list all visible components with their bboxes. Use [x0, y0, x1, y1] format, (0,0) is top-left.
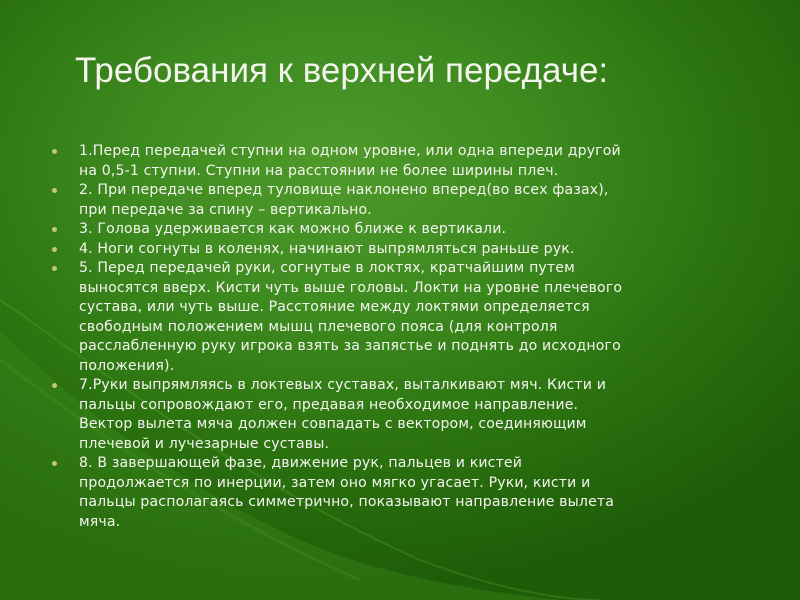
bullet-text: 2. При передаче вперед туловище наклонено вперед(во всех фазах), при передаче за спину – вертикально. — [79, 182, 609, 218]
bullet-list — [52, 142, 752, 532]
bullet-dot-icon — [52, 461, 57, 466]
bullet-dot-icon — [52, 266, 57, 271]
bullet-text: 5. Перед передачей руки, согнутые в локтях, кратчайшим путем выносятся вверх. Кисти чуть выше головы. Локти на уровне плечевого сустава, или чуть выше. Расстояние между локтями определяется свободным положением мышц плечевого пояса (для контроля расслабленную руку игрока взять за запястье и поднять до исходного положения). — [79, 260, 623, 374]
bullet-text: 1.Перед передачей ступни на одном уровне, или одна впереди другой на 0,5-1 ступни. Ступни на расстоянии не более ширины плеч. — [79, 143, 621, 179]
bullet-text: 8. В завершающей фазе, движение рук, пальцев и кистей продолжается по инерции, затем оно мягко угасает. Руки, кисти и пальцы располагаясь симметрично, показывают направление вылета мяча. — [79, 455, 615, 530]
slide-title: Требования к верхней передаче: — [75, 51, 609, 90]
bullet-item-1 — [52, 142, 752, 181]
bullet-item-5 — [52, 259, 752, 376]
bullet-text: 3. Голова удерживается как можно ближе к вертикали. — [79, 221, 507, 237]
bullet-item-2 — [52, 181, 752, 220]
bullet-dot-icon — [52, 227, 57, 232]
bullet-dot-icon — [52, 188, 57, 193]
bullet-item-6 — [52, 376, 752, 454]
bullet-text: 4. Ноги согнуты в коленях, начинают выпрямляться раньше рук. — [79, 240, 575, 257]
bullet-item-3 — [52, 220, 752, 240]
bullet-dot-icon — [52, 149, 57, 154]
bullet-item-7 — [52, 454, 752, 532]
bullet-dot-icon — [52, 247, 57, 252]
bullet-item-4 — [52, 240, 752, 260]
bullet-text: 7.Руки выпрямляясь в локтевых суставах, выталкивают мяч. Кисти и пальцы сопровождают его, предавая необходимое направление. Вектор вылета мяча должен совпадать с вектором, соединяющим плечевой и лучезарные суставы. — [79, 377, 607, 452]
bullet-dot-icon — [52, 383, 57, 388]
